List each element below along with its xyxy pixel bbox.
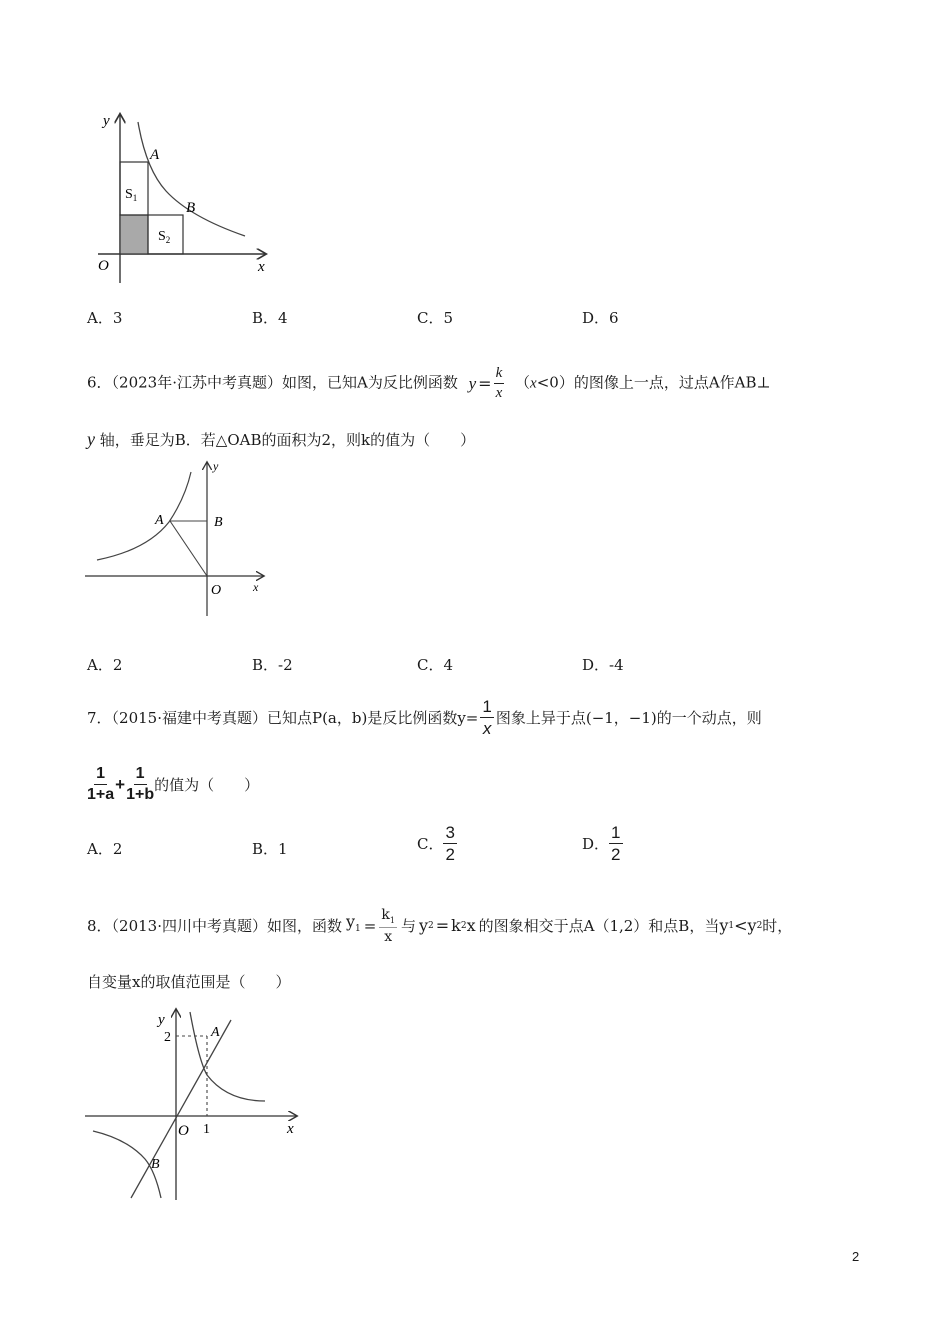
hyperbola-curve (138, 122, 245, 236)
label-y: y (213, 459, 219, 473)
q6-cond-rest: <0）的图像上一点，过点A作AB⊥ (536, 373, 771, 392)
q8-compare: y 1 < y 2 (719, 915, 763, 935)
q5-option-b: B．4 (252, 309, 288, 327)
q7-expr2-num: 1 (134, 766, 147, 785)
q5-option-c: C．5 (417, 309, 454, 327)
q8-y1: $y_1$ (346, 912, 361, 935)
q7-line1 (87, 698, 762, 737)
q7-option-b: B．1 (252, 840, 288, 858)
q7-expr1-den: 1+a (87, 786, 115, 803)
label-x: x (258, 259, 265, 275)
label-b: B (214, 515, 223, 530)
label-x: x (287, 1121, 294, 1137)
label-x: x (253, 580, 259, 594)
q7-expr1-num: 1 (94, 766, 107, 785)
q6-line2 (87, 429, 475, 450)
q7-option-a: A．2 (87, 840, 123, 858)
figure-q6 (85, 458, 270, 620)
q6-formula-x: x (495, 385, 503, 401)
label-b: B (186, 200, 196, 216)
q6-formula (469, 366, 505, 401)
q8-mid: 的图象相交于点A（1,2）和点B，当 (478, 916, 720, 935)
label-y: y (103, 113, 110, 129)
q6-formula-frac (494, 366, 505, 401)
q5-option-d: D．6 (582, 309, 619, 327)
q7-option-d (582, 824, 623, 863)
segment-ao (170, 521, 207, 576)
label-o: O (98, 258, 109, 274)
q7-option-c-den: 2 (445, 845, 455, 864)
q6-option-b: B．-2 (252, 656, 293, 674)
label-y: y (158, 1012, 165, 1028)
label-o: O (178, 1123, 189, 1139)
q7-option-c (417, 824, 457, 863)
q7-option-d-num: 1 (611, 823, 621, 842)
label-b: B (151, 1157, 160, 1172)
label-one: 1 (203, 1122, 210, 1137)
label-s2: $S_2$ (158, 229, 171, 245)
label-o: O (211, 583, 222, 598)
q7-option-d-label: D． (582, 835, 610, 853)
q7-frac-num: 1 (482, 697, 492, 716)
q6-cond-x: x (530, 375, 537, 392)
label-s1: $S_1$ (125, 187, 138, 203)
q5-option-a: A．3 (87, 309, 123, 327)
q6-option-d: D．-4 (582, 656, 624, 674)
q6-line1 (87, 366, 771, 401)
q8-func2: y 2 = k 2 x (418, 915, 476, 935)
q8-frac1 (379, 908, 397, 944)
q8-frac1-den: x (384, 928, 393, 945)
q8-func1 (346, 908, 397, 944)
q7-frac (480, 698, 493, 737)
q8-line2: 自变量x的取值范围是（ ） (87, 973, 291, 991)
label-a: A (155, 513, 164, 528)
q7-line2-text: 的值为（ ） (154, 775, 260, 794)
q6-line2-text: 轴，垂足为B．若△OAB的面积为2，则k的值为（ ） (99, 431, 476, 449)
q7-frac-den: x (482, 719, 492, 738)
q7-line2 (87, 766, 259, 803)
figure-q5 (80, 105, 290, 290)
q8-prefix: 8．（2013·四川中考真题）如图，函数 (87, 916, 342, 935)
label-a: A (150, 147, 160, 163)
label-a: A (211, 1025, 220, 1040)
q7-option-d-frac (609, 824, 622, 863)
page-number: 2 (852, 1249, 860, 1264)
q6-formula-k: k (494, 366, 505, 384)
q6-formula-eq: = (478, 373, 492, 393)
q8-line1 (87, 908, 792, 944)
q6-option-a: A．2 (87, 656, 123, 674)
figure-q8 (85, 1005, 305, 1205)
q8-with: 与 (400, 916, 416, 935)
q6-formula-y: y (468, 373, 477, 393)
q7-option-c-frac (443, 824, 456, 863)
q6-cond-open: （ (515, 373, 531, 392)
q7-suffix: 图象上异于点(−1，−1)的一个动点，则 (495, 708, 762, 727)
q7-plus: + (115, 774, 126, 794)
hyperbola-curve (97, 472, 191, 560)
q8-eq1: = (363, 916, 377, 935)
q7-option-c-num: 3 (445, 823, 455, 842)
q8-frac1-num: $k_1$ (379, 908, 397, 928)
q6-prefix: 6．（2023年·江苏中考真题）如图，已知A为反比例函数 (87, 373, 458, 392)
line-y2 (131, 1020, 231, 1198)
q7-option-d-den: 2 (611, 845, 621, 864)
q7-option-c-label: C． (417, 835, 444, 853)
q7-prefix: 7．（2015·福建中考真题）已知点P(a，b)是反比例函数y= (87, 708, 479, 727)
q7-expr2 (126, 766, 154, 803)
q7-expr2-den: 1+b (126, 786, 155, 803)
q7-expr1 (87, 766, 114, 803)
q6-option-c: C．4 (417, 656, 454, 674)
label-two: 2 (164, 1030, 171, 1045)
shaded-rect (120, 215, 148, 254)
q8-end: 时， (762, 916, 793, 935)
q6-line2-y: y (87, 429, 95, 449)
